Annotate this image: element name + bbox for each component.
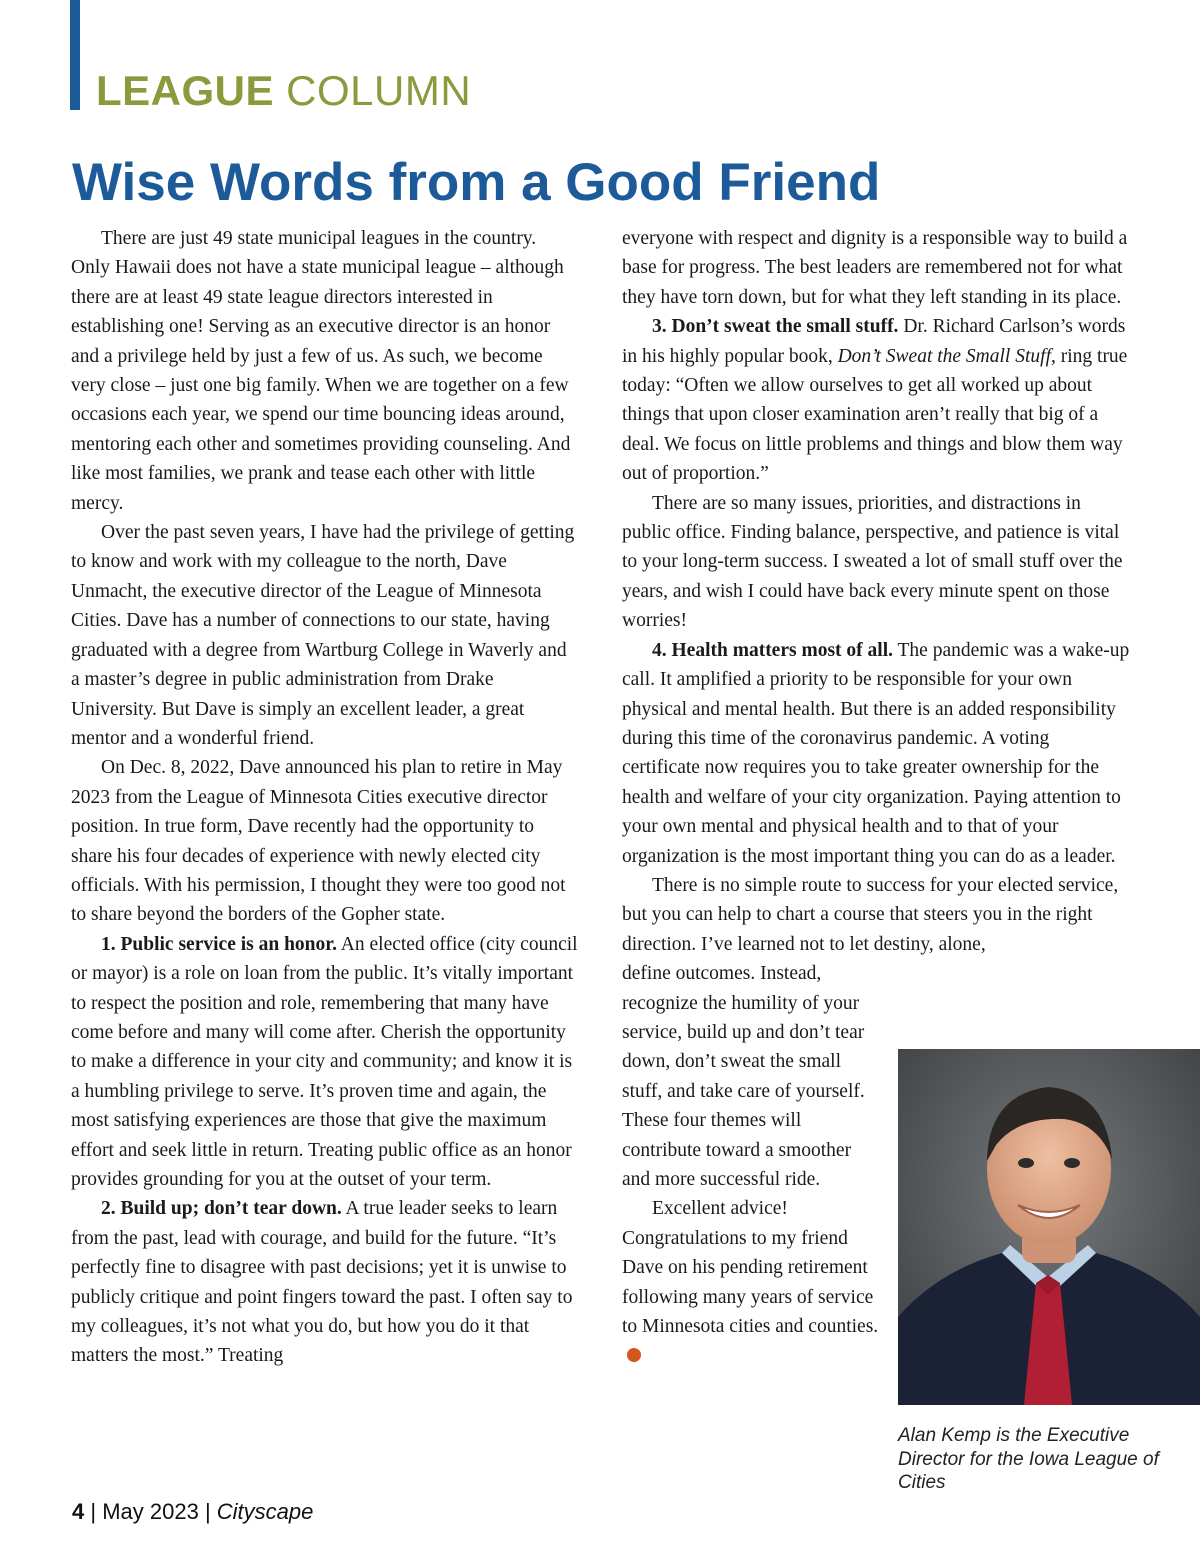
paragraph: Over the past seven years, I have had the privilege of getting to know and work with my colleague to the north, Dave Unmacht, the executive director of the League of Minnesota Cities. Dave has a number of connections to our state, having graduated with a degree from Wartburg College in Waverly and a master’s degree in public administration from Drake University. But Dave is simply an excellent leader, a great mentor and a wonderful friend. (71, 522, 575, 749)
publication-name: Cityscape (216, 1499, 314, 1524)
tip-text: Dr. Richard Carlson’s words in his highly popular book, (622, 316, 1126, 367)
tip-heading: 3. Don’t sweat the small stuff. (652, 316, 899, 338)
paragraph: define outcomes. Instead, recognize the humility of your service, build up and don’t tear down, don’t sweat the small stuff, and take care of yourself. These four themes will contribute toward a smoother and more successful ride. (622, 963, 865, 1190)
paragraph: There is no simple route to success for your elected service, but you can help to chart a course that steers you in the right direction. I’ve learned not to let destiny, alone, (622, 874, 1119, 955)
section-label-bold: LEAGUE (96, 67, 275, 114)
tip-text: A true leader seeks to learn from the past, lead with courage, and build for the future. “It’s perfectly fine to disagree with past decisions; yet it is unwise to publicly critique and point fingers toward the past. I often say to my colleagues, it’s not what you do, but how you do it that matters the most.” Treating (71, 1198, 573, 1367)
tip-text: An elected office (city council or mayor) is a role on loan from the public. It’s vitally important to respect the position and role, remembering that many have come before and many will come after. Cherish the opportunity to make a difference in your city and community; and know it is a humbling privilege to serve. It’s proven time and again, the most satisfying experiences are those that give the maximum effort and seek little in return. Treating public office as an honor provides grounding for you at the outset of your term. (71, 933, 578, 1190)
section-accent-bar (70, 0, 80, 110)
paragraph: On Dec. 8, 2022, Dave announced his plan to retire in May 2023 from the League of Minnesota Cities executive director position. In true form, Dave recently had the opportunity to share his four decades of experience with newly elected city officials. With his permission, I thought they were too good not to share beyond the borders of the Gopher state. (71, 757, 566, 926)
photo-caption: Alan Kemp is the Executive Director for the Iowa League of Cities (898, 1425, 1159, 1493)
paragraph: everyone with respect and dignity is a responsible way to build a base for progress. The best leaders are remembered not for what they have torn down, but for what they left standing in its place. (622, 228, 1128, 308)
end-of-article-dot-icon (627, 1348, 641, 1362)
footer-separator: | (84, 1499, 103, 1524)
tip-heading: 4. Health matters most of all. (652, 639, 893, 661)
paragraph: There are so many issues, priorities, and distractions in public office. Finding balance, perspective, and patience is vital to your long-term success. I sweated a lot of small stuff over the years, and wish I could have back every minute spent on those worries! (622, 492, 1123, 632)
section-label-rest: COLUMN (274, 67, 472, 114)
issue-date: May 2023 (102, 1499, 199, 1524)
tip-text: , ring true today: “Often we allow ourselves to get all worked up about things that upon closer examination aren’t really that big of a deal. We focus on little problems and things and blow them way out of proportion.” (622, 345, 1128, 485)
paragraph (622, 636, 1130, 871)
article-column-left (71, 224, 579, 1371)
tip-heading: 2. Build up; don’t tear down. (101, 1198, 342, 1220)
paragraph (71, 930, 579, 1195)
paragraph (622, 312, 1130, 488)
paragraph (622, 1194, 884, 1370)
closing-text: Excellent advice! Congratulations to my friend Dave on his pending retirement following many years of service to Minnesota cities and counties. (622, 1198, 879, 1338)
footer-separator: | (198, 1499, 217, 1524)
paragraph (71, 1194, 579, 1370)
tip-text: The pandemic was a wake-up call. It amplified a priority to be responsible for your own physical and mental health. But there is an added responsibility during this time of the coronavirus pandemic. A voting certificate now requires you to take greater ownership for the health and welfare of your city organization. Paying attention to your own mental and physical health and to that of your organization is the most important thing you can do as a leader. (622, 639, 1130, 867)
article-headline: Wise Words from a Good Friend (72, 153, 881, 212)
book-title: Don’t Sweat the Small Stuff (837, 345, 1051, 367)
page-footer (72, 1499, 313, 1525)
page-number: 4 (72, 1499, 85, 1524)
section-label (96, 67, 472, 114)
author-photo (898, 1049, 1200, 1405)
paragraph: There are just 49 state municipal leagues in the country. Only Hawaii does not have a state municipal league – although there are at least 49 state league directors interested in establishing one! Serving as an executive director is an honor and a privilege held by just a few of us. As such, we become very close – just one big family. When we are together on a few occasions each year, we spend our time bouncing ideas around, mentoring each other and sometimes providing counseling. And like most families, we prank and tease each other with little mercy. (71, 228, 571, 514)
tip-heading: 1. Public service is an honor. (101, 933, 337, 955)
